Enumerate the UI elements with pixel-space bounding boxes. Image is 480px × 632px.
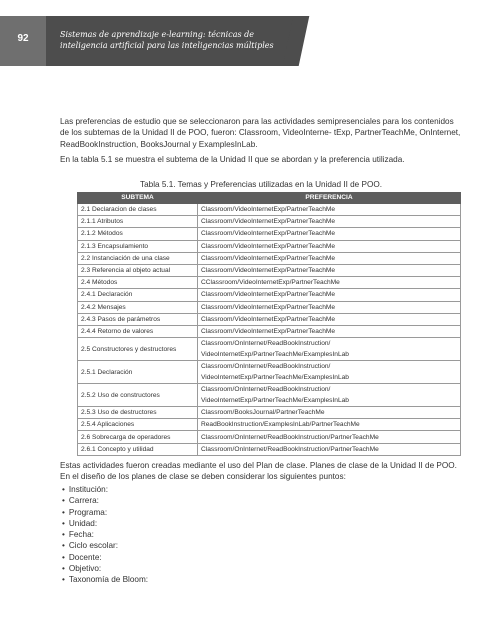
subtema-cell: 2.5 Constructores y destructores	[78, 338, 198, 361]
subtema-cell: 2.4.4 Retorno de valores	[78, 325, 198, 337]
preferencia-line: VideoInternetExp/PartnerTeachMe/ExamplesInLab	[201, 351, 349, 359]
table-row	[78, 313, 461, 325]
page-number: 92	[17, 33, 29, 44]
preferencia-line: Classroom/VideoInternetExp/PartnerTeachMe	[201, 230, 336, 238]
preferencia-cell	[198, 384, 461, 407]
preferencia-cell	[198, 431, 461, 443]
preferencia-line: Classroom/VideoInternetExp/PartnerTeachMe	[201, 206, 336, 214]
subtema-cell: 2.2 Instanciación de una clase	[78, 252, 198, 264]
preferencia-cell	[198, 228, 461, 240]
preferencia-cell	[198, 289, 461, 301]
column-header-preferencia: PREFERENCIA	[198, 193, 461, 204]
preferencia-line: Classroom/VideoInternetExp/PartnerTeachMe	[201, 267, 336, 275]
subtema-cell: 2.5.3 Uso de destructores	[78, 407, 198, 419]
table-row	[78, 204, 461, 216]
subtema-cell: 2.5.1 Declaración	[78, 361, 198, 384]
preferencia-cell	[198, 338, 461, 361]
preferencia-cell	[198, 313, 461, 325]
preferencia-cell	[198, 443, 461, 455]
preferencia-line: ReadBookInstruction/ExamplesInLab/PartnerTeachMe	[201, 421, 360, 429]
subtema-cell: 2.6.1 Concepto y utilidad	[78, 443, 198, 455]
preferencia-line: Classroom/OnInternet/ReadBookInstruction/	[201, 340, 331, 348]
table-row	[78, 289, 461, 301]
preferencia-cell	[198, 264, 461, 276]
subtema-cell: 2.6 Sobrecarga de operadores	[78, 431, 198, 443]
list-item: • Objetivo:	[62, 563, 148, 574]
table-row	[78, 264, 461, 276]
list-item: • Programa:	[62, 507, 148, 518]
preferencia-cell	[198, 204, 461, 216]
subtema-cell: 2.4.1 Declaración	[78, 289, 198, 301]
subtema-cell: 2.4 Métodos	[78, 277, 198, 289]
subtema-cell: 2.5.4 Aplicaciones	[78, 419, 198, 431]
subtema-cell: 2.5.2 Uso de constructores	[78, 384, 198, 407]
table-row	[78, 419, 461, 431]
preferencia-line: Classroom/VideoInternetExp/PartnerTeachMe	[201, 254, 336, 262]
preferencia-cell	[198, 216, 461, 228]
preferencia-line: CClassroom/VideoInternetExp/PartnerTeachMe	[201, 279, 340, 287]
preferencia-line: Classroom/VideoInternetExp/PartnerTeachMe	[201, 218, 336, 226]
subtema-cell: 2.4.3 Pasos de parámetros	[78, 313, 198, 325]
list-item: • Docente:	[62, 552, 148, 563]
running-header-line-2: inteligencia artificial para las inteligencias múltiples	[60, 41, 274, 50]
preferencia-cell	[198, 301, 461, 313]
table-row	[78, 443, 461, 455]
lesson-plan-paragraph: Estas actividades fueron creadas mediante el uso del Plan de clase. Planes de clase de la Unidad II de POO. En el diseño de los planes de clase se deben considerar los siguientes puntos:	[60, 461, 457, 482]
lesson-plan-points-list	[62, 484, 148, 586]
running-header-title	[60, 29, 292, 51]
preferencia-line: Classroom/VideoInternetExp/PartnerTeachMe	[201, 291, 336, 299]
table-reference-paragraph: En la tabla 5.1 se muestra el subtema de la Unidad II que se abordan y la preferencia utilizada.	[60, 155, 405, 164]
table-caption: Tabla 5.1. Temas y Preferencias utilizadas en la Unidad II de POO.	[140, 180, 382, 189]
table-row	[78, 240, 461, 252]
preferencia-cell	[198, 419, 461, 431]
preferencia-line: Classroom/BooksJournal/PartnerTeachMe	[201, 409, 325, 417]
table-row	[78, 325, 461, 337]
preferencia-line: VideoInternetExp/PartnerTeachMe/ExamplesInLab	[201, 397, 349, 405]
preferencia-line: Classroom/VideoInternetExp/PartnerTeachMe	[201, 303, 336, 311]
preferencia-line: Classroom/VideoInternetExp/PartnerTeachMe	[201, 242, 336, 250]
table-row	[78, 338, 461, 361]
preferencia-cell	[198, 240, 461, 252]
table-row	[78, 277, 461, 289]
table-row	[78, 407, 461, 419]
preferencia-cell	[198, 325, 461, 337]
table-row	[78, 216, 461, 228]
table-row	[78, 431, 461, 443]
list-item: • Unidad:	[62, 518, 148, 529]
preferences-table	[77, 192, 461, 456]
subtema-cell: 2.4.2 Mensajes	[78, 301, 198, 313]
list-item: • Carrera:	[62, 495, 148, 506]
preferencia-line: Classroom/OnInternet/ReadBookInstruction/PartnerTeachMe	[201, 433, 379, 441]
subtema-cell: 2.1.1 Atributos	[78, 216, 198, 228]
table-row	[78, 361, 461, 384]
table-header-row	[78, 193, 461, 204]
subtema-cell: 2.1.3 Encapsulamiento	[78, 240, 198, 252]
preferencia-cell	[198, 361, 461, 384]
preferencia-cell	[198, 277, 461, 289]
table-row	[78, 301, 461, 313]
subtema-cell: 2.3 Referencia al objeto actual	[78, 264, 198, 276]
preferencia-line: Classroom/VideoInternetExp/PartnerTeachMe	[201, 315, 336, 323]
running-header-line-1: Sistemas de aprendizaje e-learning: técnicas de	[60, 30, 254, 39]
preferencia-line: Classroom/OnInternet/ReadBookInstruction/PartnerTeachMe	[201, 445, 379, 453]
list-item: • Ciclo escolar:	[62, 540, 148, 551]
list-item: • Taxonomía de Bloom:	[62, 574, 148, 585]
preferencia-line: Classroom/OnInternet/ReadBookInstruction/	[201, 363, 331, 371]
list-item: • Institución:	[62, 484, 148, 495]
preferencia-cell	[198, 252, 461, 264]
table-row	[78, 384, 461, 407]
preferencia-line: Classroom/VideoInternetExp/PartnerTeachMe	[201, 327, 336, 335]
intro-paragraph: Las preferencias de estudio que se seleccionaron para las actividades semipresenciales para los contenidos de los subtemas de la Unidad II de POO, fueron: Classroom, VideoInterne- tExp, PartnerTeachMe, OnInternet, ReadBookInstruction, BooksJournal y ExamplesInLab.	[60, 117, 461, 149]
table-row	[78, 228, 461, 240]
table-body	[78, 204, 461, 456]
table-row	[78, 252, 461, 264]
subtema-cell: 2.1.2 Métodos	[78, 228, 198, 240]
column-header-subtema: SUBTEMA	[78, 193, 198, 204]
preferencia-line: VideoInternetExp/PartnerTeachMe/ExamplesInLab	[201, 374, 349, 382]
preferencia-cell	[198, 407, 461, 419]
list-item: • Fecha:	[62, 529, 148, 540]
preferencia-line: Classroom/OnInternet/ReadBookInstruction/	[201, 386, 331, 394]
subtema-cell: 2.1 Declaracion de clases	[78, 204, 198, 216]
